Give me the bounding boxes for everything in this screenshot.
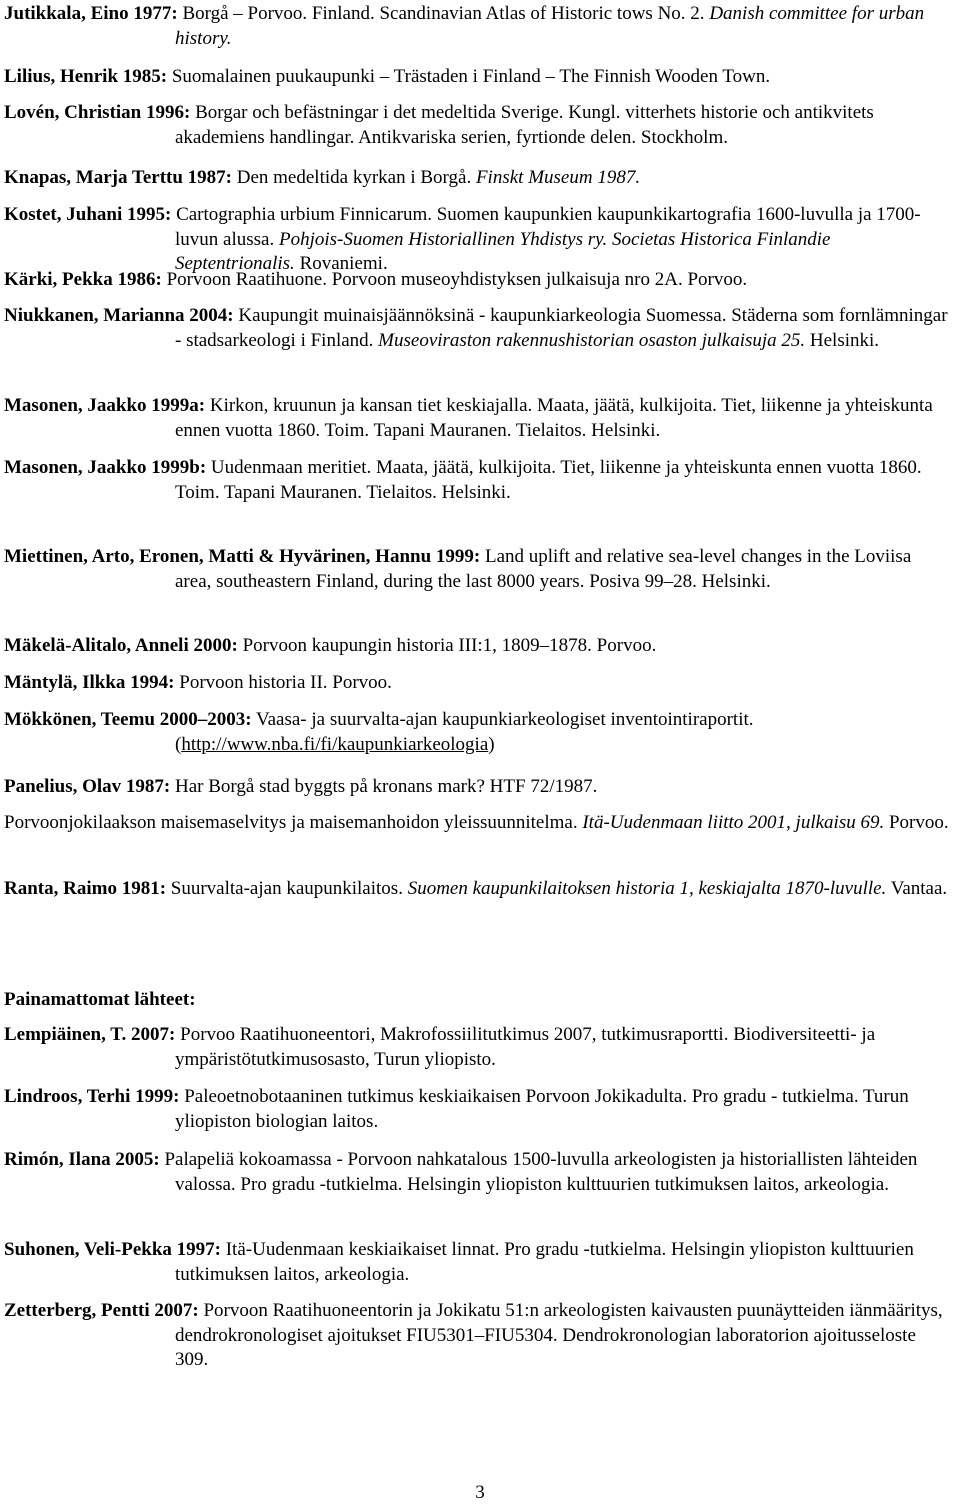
- reference-text: Cartographia urbium Finnicarum. Suomen kaupunkien kaupunkikartografia 1600-luvulla ja 1700-luvun alussa.: [171, 204, 921, 250]
- section-heading-unprinted-sources: Painamattomat lähteet:: [4, 989, 196, 1010]
- reference-author: Kärki, Pekka 1986:: [4, 269, 162, 290]
- reference-author: Niukkanen, Marianna 2004:: [4, 305, 234, 326]
- reference-entry: [4, 1085, 952, 1134]
- reference-author: Ranta, Raimo 1981:: [4, 878, 167, 899]
- reference-author: Jutikkala, Eino 1977:: [4, 3, 178, 24]
- reference-author: Lovén, Christian 1996:: [4, 102, 191, 123]
- reference-text: Rovaniemi.: [294, 253, 388, 274]
- reference-text: Suomalainen puukaupunki – Trästaden i Finland – The Finnish Wooden Town.: [167, 66, 771, 87]
- reference-text: Vaasa- ja suurvalta-ajan kaupunkiarkeologiset inventointiraportit. (: [175, 709, 754, 755]
- reference-text: Den medeltida kyrkan i Borgå.: [232, 167, 476, 188]
- reference-link[interactable]: http://www.nba.fi/fi/kaupunkiarkeologia: [181, 733, 489, 755]
- reference-author: Mökkönen, Teemu 2000–2003:: [4, 709, 252, 730]
- reference-text: Paleoetnobotaaninen tutkimus keskiaikaisen Porvoon Jokikadulta. Pro gradu - tutkielma. Turun yliopiston biologian laitos.: [175, 1086, 909, 1132]
- reference-text: Porvoon Raatihuoneentorin ja Jokikatu 51:n arkeologisten kaivausten puunäytteiden iänmääritys, dendrokronologiset ajoitukset FIU5301–FIU5304. Dendrokronologian laboratorion ajoitusseloste 309.: [175, 1300, 943, 1370]
- reference-entry: [4, 166, 952, 191]
- reference-text: Borgå – Porvoo. Finland. Scandinavian Atlas of Historic tows No. 2.: [177, 3, 710, 24]
- reference-title-italic: Museoviraston rakennushistorian osaston julkaisuja 25.: [378, 329, 806, 351]
- reference-author: Zetterberg, Pentti 2007:: [4, 1300, 199, 1321]
- reference-entry: [4, 1023, 952, 1072]
- reference-entry: [4, 671, 952, 696]
- reference-entry: [4, 775, 952, 800]
- reference-text: Kirkon, kruunun ja kansan tiet keskiajalla. Maata, jäätä, kulkijoita. Tiet, liikenne ja yhteiskunta ennen vuotta 1860. Toim. Tapani Mauranen. Tielaitos. Helsinki.: [175, 395, 933, 441]
- reference-entry: [4, 708, 952, 757]
- reference-title-italic: Pohjois-Suomen Historiallinen Yhdistys ry. Societas Historica Finlandie Septentrionalis.: [175, 228, 831, 274]
- reference-entry: [4, 101, 952, 150]
- reference-author: Kostet, Juhani 1995:: [4, 204, 172, 225]
- reference-author: Rimón, Ilana 2005:: [4, 1149, 160, 1170]
- reference-entry: [4, 634, 952, 659]
- reference-text: Porvoo.: [884, 812, 949, 833]
- reference-author: Masonen, Jaakko 1999b:: [4, 457, 207, 478]
- reference-author: Lilius, Henrik 1985:: [4, 66, 168, 87]
- reference-entry: [4, 65, 952, 90]
- reference-author: Masonen, Jaakko 1999a:: [4, 395, 206, 416]
- reference-entry: [4, 1148, 952, 1197]
- reference-entry: [4, 394, 952, 443]
- reference-author: Knapas, Marja Terttu 1987:: [4, 167, 232, 188]
- reference-text: Porvoon historia II. Porvoo.: [174, 672, 392, 693]
- reference-text: Porvoon kaupungin historia III:1, 1809–1878. Porvoo.: [237, 635, 657, 656]
- reference-text: Land uplift and relative sea-level changes in the Loviisa area, southeastern Finland, during the last 8000 years. Posiva 99–28. Helsinki.: [175, 546, 912, 592]
- reference-text: Borgar och befästningar i det medeltida Sverige. Kungl. vitterhets historie och antikvitets akademiens handlingar. Antikvariska serien, fyrtionde delen. Stockholm.: [175, 102, 874, 148]
- reference-author: Suhonen, Veli-Pekka 1997:: [4, 1239, 221, 1260]
- reference-author: Miettinen, Arto, Eronen, Matti & Hyvärinen, Hannu 1999:: [4, 546, 481, 567]
- reference-entry: [4, 1238, 952, 1287]
- reference-title-italic: Danish committee for urban history.: [175, 3, 925, 49]
- reference-author: Mäkelä-Alitalo, Anneli 2000:: [4, 635, 238, 656]
- reference-text: Helsinki.: [805, 329, 880, 351]
- reference-text: Har Borgå stad byggts på kronans mark? HTF 72/1987.: [170, 776, 598, 797]
- reference-text: Porvoonjokilaakson maisemaselvitys ja maisemanhoidon yleissuunnitelma.: [4, 812, 583, 833]
- reference-title-italic: Itä-Uudenmaan liitto 2001, julkaisu 69.: [582, 812, 885, 833]
- page-number: 3: [475, 1482, 485, 1503]
- reference-text: Palapeliä kokoamassa - Porvoon nahkatalous 1500-luvulla arkeologisten ja historiallisten lähteiden valossa. Pro gradu -tutkielma. Helsingin yliopiston kulttuurien tutkimuksen laitos, arkeologia.: [159, 1149, 918, 1195]
- reference-text: Vantaa.: [886, 878, 948, 899]
- reference-text: Porvoo Raatihuoneentori, Makrofossiilitutkimus 2007, tutkimusraportti. Biodiversiteetti- ja ympäristötutkimusosasto, Turun yliopisto.: [175, 1024, 876, 1070]
- reference-text: Suurvalta-ajan kaupunkilaitos.: [166, 878, 408, 899]
- reference-entry: [4, 877, 952, 902]
- reference-text: Kaupungit muinaisjäännöksinä - kaupunkiarkeologia Suomessa. Städerna som fornlämningar - stadsarkeologi i Finland.: [175, 305, 948, 351]
- reference-author: Panelius, Olav 1987:: [4, 776, 171, 797]
- reference-text: ): [488, 733, 495, 755]
- reference-author: Lindroos, Terhi 1999:: [4, 1086, 180, 1107]
- reference-text: Uudenmaan meritiet. Maata, jäätä, kulkijoita. Tiet, liikenne ja yhteiskunta ennen vuotta 1860. Toim. Tapani Mauranen. Tielaitos. Helsinki.: [175, 457, 922, 503]
- reference-text: Itä-Uudenmaan keskiaikaiset linnat. Pro gradu -tutkielma. Helsingin yliopiston kulttuurien tutkimuksen laitos, arkeologia.: [175, 1239, 914, 1285]
- reference-entry: [4, 1299, 952, 1373]
- reference-title-italic: Finskt Museum 1987.: [475, 167, 641, 188]
- reference-entry: [4, 268, 952, 293]
- reference-entry: [4, 456, 952, 505]
- reference-text: Porvoon Raatihuone. Porvoon museoyhdistyksen julkaisuja nro 2A. Porvoo.: [161, 269, 748, 290]
- reference-title-italic: Suomen kaupunkilaitoksen historia 1, keskiajalta 1870-luvulle.: [407, 878, 887, 899]
- reference-author: Lempiäinen, T. 2007:: [4, 1024, 176, 1045]
- reference-entry: [4, 2, 952, 51]
- reference-entry: [4, 545, 952, 594]
- reference-author: Mäntylä, Ilkka 1994:: [4, 672, 175, 693]
- reference-entry: [4, 203, 952, 277]
- reference-entry: [4, 304, 952, 353]
- reference-entry: [4, 811, 952, 836]
